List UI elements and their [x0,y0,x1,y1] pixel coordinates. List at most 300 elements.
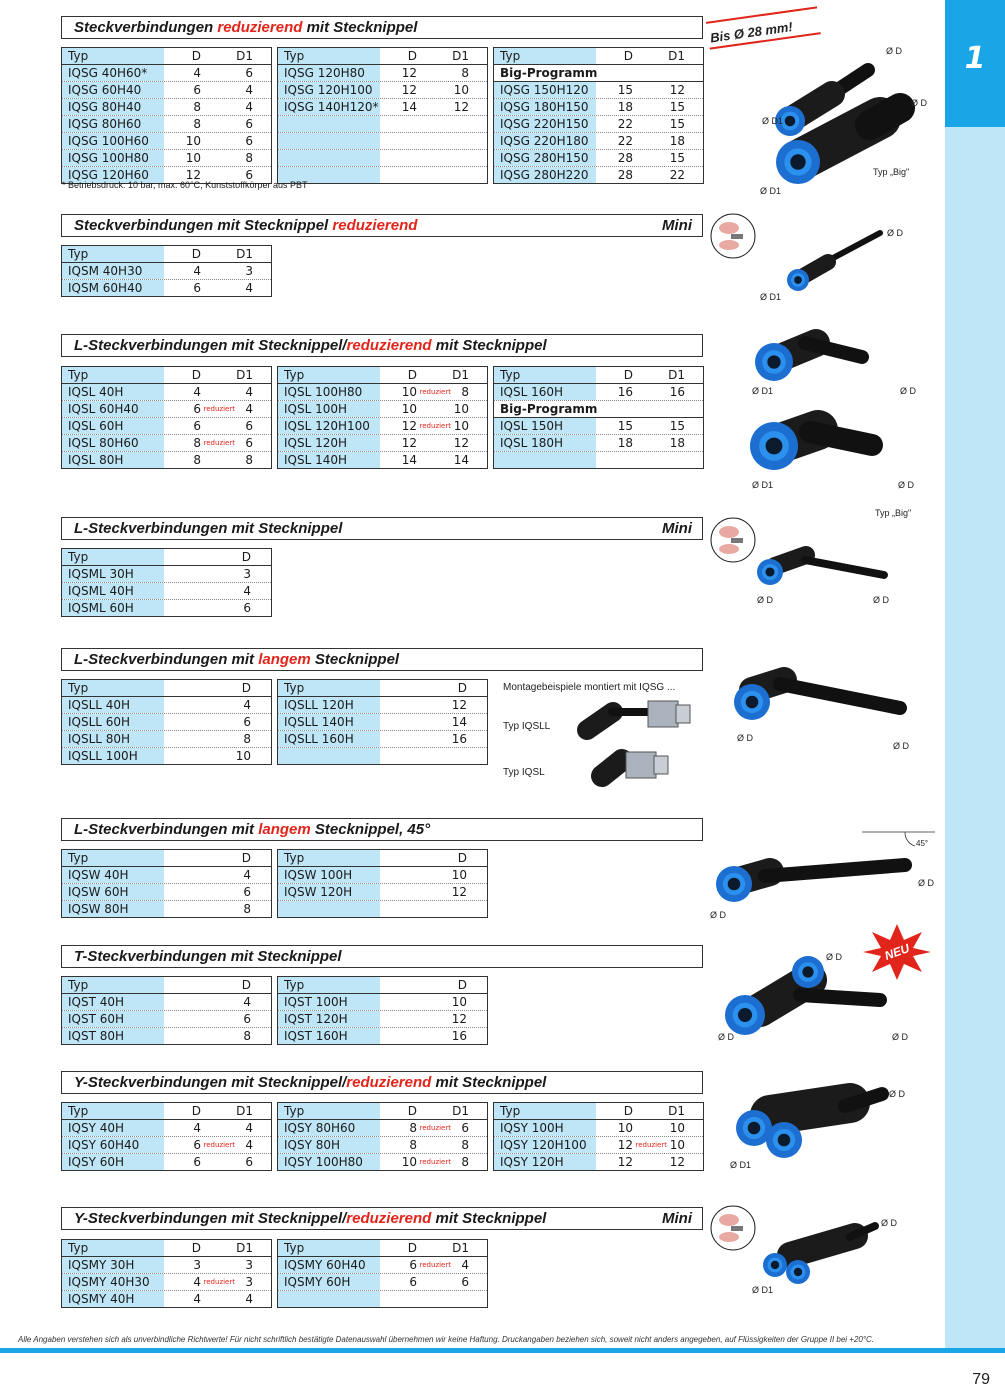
header-d1: D1 [236,247,253,261]
cell-d: 6 [243,885,251,899]
header-typ: Typ [494,1103,596,1119]
dim-label-d: Ø D [886,46,903,56]
header-d1: D1 [236,1104,253,1118]
mount-nut-2 [626,752,656,778]
header-d1: D1 [668,368,685,382]
header-typ: Typ [494,367,596,383]
type-big-label: Typ „Big" [873,167,910,177]
cell-d1: 16 [669,385,685,399]
dim-label-d: Ø D [718,1032,735,1042]
big-elbow-nipple [810,432,872,445]
cell-typ: IQSL 60H [62,418,164,434]
cell-typ: IQSL 120H [278,435,380,451]
section-title-highlight: reduzierend [346,1074,432,1091]
cell-d: 8 [193,436,201,450]
cell-d: 6 [193,83,201,97]
header-d1: D1 [452,1241,469,1255]
new-badge [863,924,931,980]
cell-typ: IQSY 80H60 [278,1120,380,1136]
cell-d1: 6 [245,419,253,433]
cell-typ: IQSG 280H150 [494,150,596,166]
cell-d1: 15 [669,100,685,114]
cell-typ: IQSLL 100H [62,748,164,764]
cell-typ: IQSY 100H [494,1120,596,1136]
port-hole [765,567,774,576]
cell-d: 10 [401,385,417,399]
dim-label-d1: Ø D1 [730,1160,752,1170]
cell-d: 12 [401,419,417,433]
cell-typ: IQSY 40H [62,1120,164,1136]
header-d: D [241,681,251,695]
header-d1: D1 [452,1104,469,1118]
dim-label-d: Ø D [889,1089,906,1099]
reduziert-note: reduziert [203,1141,235,1149]
cell-typ: IQSL 60H40 [62,401,164,417]
dim-label-d: Ø D [892,1032,909,1042]
header-d: D [407,368,417,382]
cell-typ: IQSG 120H100 [278,82,380,98]
cell-d: 10 [617,1121,633,1135]
big-elbow-collet [750,422,798,470]
cell-typ: IQSG 40H60* [62,65,164,81]
cell-d: 3 [193,1258,201,1272]
thumb [719,240,739,250]
mini-elbow-collet [757,559,783,585]
cell-d1: 3 [245,1258,253,1272]
mini-label: Mini [662,520,692,537]
reduziert-note: reduziert [419,1158,451,1166]
cell-d1: 12 [453,436,469,450]
cell-typ: IQSMY 30H [62,1257,164,1273]
header-d: D [241,978,251,992]
cell-typ: IQSW 100H [278,867,380,883]
port-hole [778,1134,791,1147]
section-title-text: mit Stecknippel [302,19,418,36]
cell-d: 10 [401,402,417,416]
header-d: D [457,978,467,992]
header-d: D [457,681,467,695]
cell-typ: IQSL 100H [278,401,380,417]
cell-d1: 4 [245,281,253,295]
cell-typ: IQSL 160H [494,384,596,400]
mount-type-iqsl: Typ IQSL [503,767,545,778]
cell-typ: IQSL 40H [62,384,164,400]
cell-typ: IQSW 80H [62,901,164,917]
section-title-highlight: langem [258,821,311,838]
cell-d: 16 [617,385,633,399]
cell-typ: IQSG 180H150 [494,99,596,115]
header-typ: Typ [278,1240,380,1256]
mini-label: Mini [662,1210,692,1227]
cell-d1: 6 [245,168,253,182]
cell-d: 15 [617,419,633,433]
cell-d1: 8 [245,151,253,165]
section-title-text: mit Stecknippel [431,1074,547,1091]
section-title-text: Stecknippel [310,651,400,668]
section-title-text: L-Steckverbindungen mit [74,821,259,838]
header-d: D [407,1241,417,1255]
cell-d: 12 [401,66,417,80]
cell-d: 10 [451,868,467,882]
cell-typ: IQST 160H [278,1028,380,1044]
cell-d: 12 [617,1155,633,1169]
header-d1: D1 [452,368,469,382]
section-title-highlight: reduzierend [346,337,432,354]
header-typ: Typ [62,850,164,866]
cell-typ: IQSG 280H220 [494,167,596,183]
cell-d: 6 [243,715,251,729]
cell-d: 28 [617,151,633,165]
cell-typ: IQSL 80H [62,452,164,468]
cell-d: 8 [409,1138,417,1152]
reduziert-note: reduziert [203,1278,235,1286]
port-hole [771,1261,779,1269]
cell-d1: 4 [245,1138,253,1152]
cell-d: 8 [243,732,251,746]
cell-d: 14 [401,100,417,114]
cell-d: 6 [193,419,201,433]
cell-d: 6 [193,281,201,295]
y-collet-2 [766,1122,802,1158]
header-d1: D1 [452,49,469,63]
cell-typ: IQSG 150H120 [494,82,596,98]
header-typ: Typ [62,680,164,696]
header-typ: Typ [278,977,380,993]
long-elbow-nipple [780,684,900,708]
cell-d: 6 [409,1258,417,1272]
cell-typ: IQST 80H [62,1028,164,1044]
cell-typ: IQSG 100H80 [62,150,164,166]
cell-d: 4 [193,66,201,80]
cell-typ: IQSM 40H30 [62,263,164,279]
cell-typ: IQSY 120H [494,1154,596,1170]
section-title-text: Y-Steckverbindungen mit Stecknippel/ [74,1074,347,1091]
section-title-text: L-Steckverbindungen mit [74,651,259,668]
t-collet-left [725,995,765,1035]
port-hole [766,438,783,455]
port-hole [794,276,802,284]
cell-typ: IQSG 80H60 [62,116,164,132]
header-d: D [407,49,417,63]
mount-type-iqsll: Typ IQSLL [503,721,551,732]
cell-typ: IQSML 30H [62,566,164,582]
cell-d1: 4 [245,385,253,399]
cell-d: 4 [193,1292,201,1306]
cell-d1: 6 [245,134,253,148]
cell-d: 15 [617,83,633,97]
cell-d: 16 [451,732,467,746]
dim-label-d1: Ø D1 [752,386,774,396]
dim-label-d1: Ø D1 [760,292,782,302]
header-d: D [191,1104,201,1118]
cell-typ: IQSY 120H100 [494,1137,596,1153]
big-fitting-collet [776,140,820,184]
cell-d1: 4 [461,1258,469,1272]
cell-typ: IQSG 220H150 [494,116,596,132]
header-typ: Typ [62,1240,164,1256]
reduziert-note: reduziert [419,388,451,396]
cell-d1: 4 [245,83,253,97]
header-d: D [241,851,251,865]
header-d: D [623,1104,633,1118]
cell-typ: IQSW 60H [62,884,164,900]
cell-d: 4 [193,1275,201,1289]
mini-handling-icon [711,214,755,258]
dim-label-d: Ø D [900,386,917,396]
cell-d: 12 [451,1012,467,1026]
cell-typ: IQSG 100H60 [62,133,164,149]
cell-d1: 6 [461,1275,469,1289]
disclaimer-note: Alle Angaben verstehen sich als unverbindliche Richtwerte! Für nicht schriftlich bestätigte Datenauswahl übernehmen wir keine Haftung. Druckangaben beziehen sich, soweit nicht anders angegeben, auf Flüssigkeiten der Gruppe II bei +20°C. [18,1335,875,1344]
section-title-highlight: langem [258,651,311,668]
size-badge [706,7,821,48]
cell-typ: IQSG 140H120* [278,99,380,115]
mini-elbow-nipple [805,560,884,575]
cell-d1: 10 [453,419,469,433]
cell-d1: 4 [245,1121,253,1135]
cell-d1: 15 [669,117,685,131]
header-d: D [407,1104,417,1118]
cell-typ: IQSL 120H100 [278,418,380,434]
cell-d1: 8 [461,66,469,80]
cell-d: 12 [451,885,467,899]
cell-d: 8 [409,1121,417,1135]
size-badge-text: Bis Ø 28 mm! [709,19,794,46]
reduziert-note: reduziert [203,439,235,447]
cell-d1: 18 [669,134,685,148]
header-typ: Typ [62,1103,164,1119]
cell-typ: IQSM 60H40 [62,280,164,296]
mini-part [731,1226,743,1231]
cell-d: 22 [617,134,633,148]
header-typ: Typ [278,1103,380,1119]
type-big-label: Typ „Big" [875,508,912,518]
header-d: D [191,1241,201,1255]
cell-d1: 4 [245,1292,253,1306]
cell-d1: 6 [245,117,253,131]
cell-d1: 10 [453,83,469,97]
mount-note: Montagebeispiele montiert mit IQSG ... [503,682,676,693]
mini-label: Mini [662,217,692,234]
cell-d1: 22 [669,168,685,182]
cell-d: 4 [243,995,251,1009]
cell-d: 8 [193,100,201,114]
section-title-text: mit Stecknippel [431,337,547,354]
cell-typ: IQST 100H [278,994,380,1010]
cell-typ: IQSG 120H80 [278,65,380,81]
cell-d: 8 [243,1029,251,1043]
mini-y-collet-1 [763,1253,787,1277]
header-d1: D1 [236,49,253,63]
cell-typ: IQSY 60H40 [62,1137,164,1153]
dim-label-d: Ø D [911,98,928,108]
cell-typ: IQSG 60H40 [62,82,164,98]
header-d1: D1 [668,49,685,63]
header-d: D [191,368,201,382]
dim-label-d: Ø D [737,733,754,743]
section-title-text: Y-Steckverbindungen mit Stecknippel/ [74,1210,347,1227]
header-typ: Typ [278,48,380,64]
cell-typ: IQSL 140H [278,452,380,468]
cell-d: 6 [243,1012,251,1026]
mount-nut-1 [648,701,678,727]
cell-d1: 10 [669,1121,685,1135]
mini-part [731,234,743,239]
cell-d: 14 [451,715,467,729]
cell-typ: IQST 60H [62,1011,164,1027]
long-elbow-collet [734,684,770,720]
cell-d1: 10 [453,402,469,416]
t-nipple [800,995,880,1000]
dim-label-d: Ø D [918,878,935,888]
mini-handling-icon [711,518,755,562]
reduziert-note: reduziert [635,1141,667,1149]
cell-d: 4 [243,868,251,882]
dim-label-d1: Ø D1 [760,186,782,196]
section-title-highlight: reduzierend [346,1210,432,1227]
header-d1: D1 [236,1241,253,1255]
reduziert-note: reduziert [419,1261,451,1269]
port-hole [785,116,796,127]
cell-d: 18 [617,100,633,114]
cell-d1: 6 [461,1121,469,1135]
elbow-collet [755,343,793,381]
cell-typ: IQSLL 120H [278,697,380,713]
cell-typ: IQSG 80H40 [62,99,164,115]
cell-typ: IQSLL 60H [62,714,164,730]
finger [719,1214,739,1226]
cell-d1: 6 [245,436,253,450]
cell-d: 10 [185,134,201,148]
cell-d1: 12 [669,83,685,97]
cell-d1: 4 [245,100,253,114]
port-hole [802,966,813,977]
header-typ: Typ [278,367,380,383]
finger [719,526,739,538]
mini-collet [787,269,809,291]
cell-d: 12 [451,698,467,712]
section-title-highlight: reduzierend [332,217,418,234]
cell-d: 16 [451,1029,467,1043]
mini-handling-icon [711,1206,755,1250]
cell-d: 3 [243,567,251,581]
cell-d: 4 [243,698,251,712]
new-badge-text: NEU [882,941,912,963]
cell-typ: IQSLL 160H [278,731,380,747]
cell-d: 10 [185,151,201,165]
header-d: D [623,49,633,63]
mini-part [731,538,743,543]
header-typ: Typ [62,549,164,565]
dim-label-d: Ø D [893,741,910,751]
dim-label-d: Ø D [757,595,774,605]
cell-d: 4 [193,385,201,399]
dim-label-d: Ø D [881,1218,898,1228]
reduziert-note: reduziert [203,405,235,413]
cell-typ: IQSL 180H [494,435,596,451]
dim-label-d: Ø D [873,595,890,605]
header-typ: Typ [62,977,164,993]
cell-d1: 12 [669,1155,685,1169]
header-typ: Typ [62,246,164,262]
header-d: D [191,247,201,261]
section-title-text: Steckverbindungen [74,19,218,36]
cell-d1: 3 [245,1275,253,1289]
section-title-text: L-Steckverbindungen mit Stecknippel/ [74,337,347,354]
cell-d: 8 [193,117,201,131]
chapter-tab[interactable]: 1 [945,0,1005,127]
cell-d: 6 [193,1138,201,1152]
subheader-label: Big-Programm [500,66,598,80]
dim-label-d: Ø D [898,480,915,490]
cell-d: 28 [617,168,633,182]
port-hole [790,154,805,169]
header-d: D [457,851,467,865]
cell-typ: IQSMY 60H [278,1274,380,1290]
finger [719,222,739,234]
cell-d1: 12 [453,100,469,114]
cell-typ: IQSLL 40H [62,697,164,713]
cell-d: 14 [401,453,417,467]
dim-label-d: Ø D [826,952,843,962]
y-body [770,1103,850,1115]
section-footnote: * Betriebsdruck: 10 bar, max. 60°C, Kunststoffkörper aus PBT [62,180,308,190]
section-title-highlight: reduzierend [217,19,303,36]
cell-typ: IQSW 120H [278,884,380,900]
mount-elbow-2 [602,760,622,776]
cell-d1: 6 [245,66,253,80]
reduziert-note: reduziert [419,422,451,430]
header-typ: Typ [62,48,164,64]
section-title-text: L-Steckverbindungen mit Stecknippel [74,520,343,537]
cell-typ: IQSG 220H180 [494,133,596,149]
cell-typ: IQSMY 40H [62,1291,164,1307]
header-typ: Typ [62,367,164,383]
cell-d1: 8 [245,453,253,467]
cell-d1: 10 [669,1138,685,1152]
cell-d1: 18 [669,436,685,450]
dim-label-d1: Ø D1 [762,116,784,126]
w-elbow-nipple [765,865,905,876]
badge-overline [706,7,817,23]
header-d1: D1 [236,368,253,382]
thumb [719,544,739,554]
cell-d1: 8 [461,385,469,399]
header-typ: Typ [494,48,596,64]
mount-thread-1 [676,705,690,723]
cell-d: 8 [243,902,251,916]
port-hole [738,1008,752,1022]
cell-typ: IQSY 80H [278,1137,380,1153]
section-title-text: T-Steckverbindungen mit Stecknippel [74,948,342,965]
cell-typ: IQSY 60H [62,1154,164,1170]
cell-d: 22 [617,117,633,131]
w-elbow-collet [716,866,752,902]
cell-d: 8 [193,453,201,467]
port-hole [748,1122,761,1135]
big-nipple [870,108,900,125]
mini-y-collet-2 [786,1260,810,1284]
page-number: 79 [972,1371,990,1388]
cell-d1: 15 [669,419,685,433]
header-d: D [623,368,633,382]
cell-typ: IQSW 40H [62,867,164,883]
header-d: D [241,550,251,564]
cell-d: 6 [243,601,251,615]
mini-y-body [790,1236,855,1255]
cell-d: 4 [243,584,251,598]
subheader-label: Big-Programm [500,402,598,416]
